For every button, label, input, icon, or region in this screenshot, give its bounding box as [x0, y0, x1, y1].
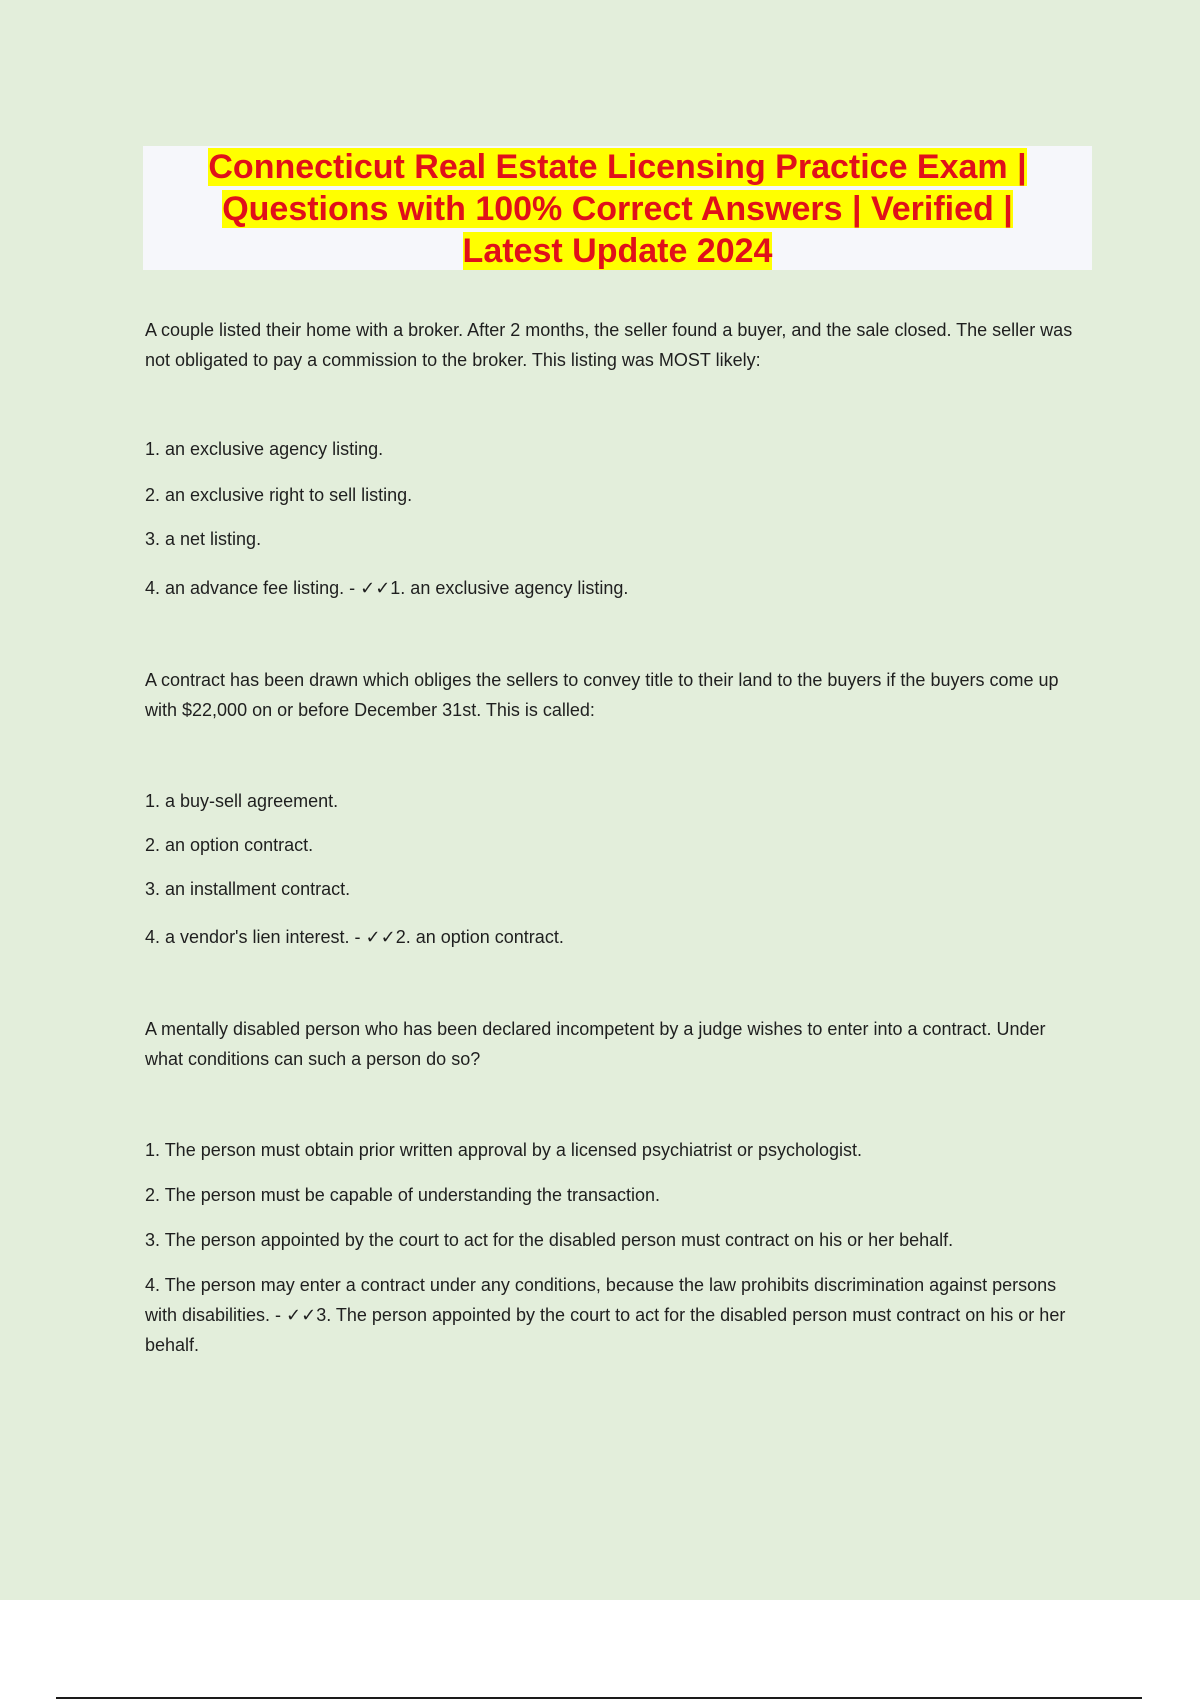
- question-2-option-1: 1. a buy-sell agreement.: [145, 791, 339, 811]
- question-3-option-1: 1. The person must obtain prior written approval by a licensed psychiatrist or psychologist.: [145, 1140, 863, 1160]
- document-title: [208, 146, 1026, 272]
- question-2-option-2: 2. an option contract.: [145, 835, 314, 855]
- question-3-option-2: 2. The person must be capable of understanding the transaction.: [145, 1185, 661, 1205]
- question-2-prompt: A contract has been drawn which obliges the sellers to convey title to their land to the buyers if the buyers come up with $22,000 on or before December 31st. This is called:: [145, 670, 1059, 720]
- question-1-prompt: A couple listed their home with a broker. After 2 months, the seller found a buyer, and the sale closed. The seller was not obligated to pay a commission to the broker. This listing was MOST likely:: [145, 320, 1073, 370]
- question-1-option-4-with-answer: 4. an advance fee listing. - ✓✓1. an exclusive agency listing.: [145, 578, 629, 598]
- footer-divider: [56, 1697, 1142, 1699]
- title-line-2: Questions with 100% Correct Answers | Verified |: [222, 190, 1013, 228]
- question-1-option-3: 3. a net listing.: [145, 529, 262, 549]
- question-1-option-2: 2. an exclusive right to sell listing.: [145, 485, 413, 505]
- question-3-option-3: 3. The person appointed by the court to act for the disabled person must contract on his or her behalf.: [145, 1230, 954, 1250]
- document-title-box: [143, 146, 1092, 270]
- title-line-3: Latest Update 2024: [462, 232, 773, 270]
- question-2-option-3: 3. an installment contract.: [145, 879, 351, 899]
- question-3-prompt: A mentally disabled person who has been declared incompetent by a judge wishes to enter into a contract. Under what conditions can such a person do so?: [145, 1019, 1046, 1069]
- question-2-option-4-with-answer: 4. a vendor's lien interest. - ✓✓2. an option contract.: [145, 927, 564, 947]
- title-line-1: Connecticut Real Estate Licensing Practice Exam |: [208, 148, 1027, 186]
- question-1-option-1: 1. an exclusive agency listing.: [145, 439, 384, 459]
- question-3-option-4-with-answer: 4. The person may enter a contract under any conditions, because the law prohibits discrimination against persons with disabilities. - ✓✓3. The person appointed by the court to act for the disabled person must contract on his or her behalf.: [145, 1275, 1071, 1355]
